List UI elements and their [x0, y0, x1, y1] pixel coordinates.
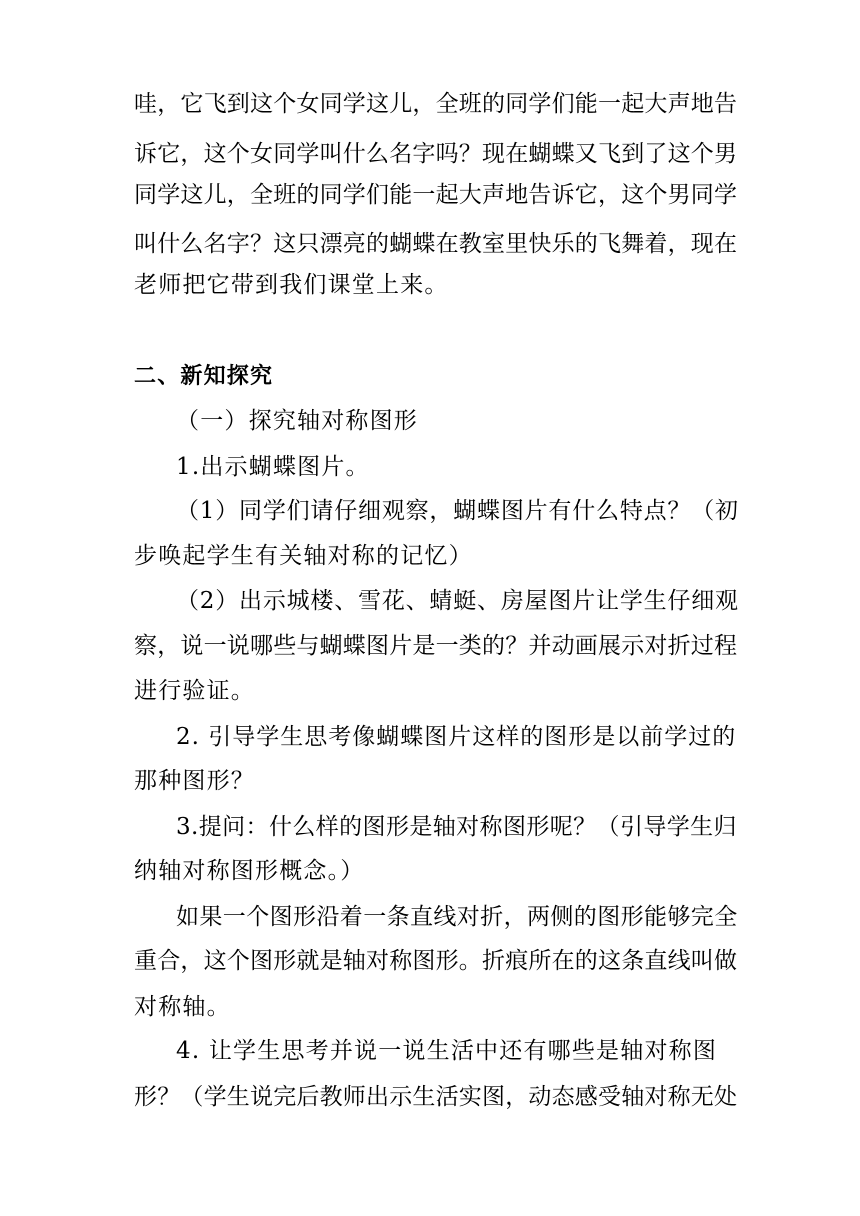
item-1-sub-2-line-2: 察，说一说哪些与蝴蝶图片是一类的？并动画展示对折过程: [134, 633, 738, 659]
item-1-sub-2-line-1: （2）出示城楼、雪花、蜻蜓、房屋图片让学生仔细观: [176, 588, 739, 614]
definition-line-3: 对称轴。: [134, 994, 231, 1020]
item-2-line-2: 那种图形？: [134, 768, 255, 794]
item-3-line-2: 纳轴对称图形概念。）: [134, 858, 365, 884]
intro-line-2: 诉它，这个女同学叫什么名字吗？现在蝴蝶又飞到了这个男: [134, 141, 738, 167]
intro-line-5: 老师把它带到我们课堂上来。: [134, 272, 449, 298]
item-1-sub-1-line-1: （1）同学们请仔细观察，蝴蝶图片有什么特点？（初: [176, 498, 739, 524]
subsection-heading: （一）探究轴对称图形: [176, 408, 418, 434]
definition-line-1: 如果一个图形沿着一条直线对折，两侧的图形能够完全: [176, 904, 738, 930]
item-3-line-1: 3.提问：什么样的图形是轴对称图形呢？（引导学生归: [176, 814, 737, 840]
section-heading: 二、新知探究: [134, 364, 274, 389]
intro-line-3: 同学这儿，全班的同学们能一起大声地告诉它，这个男同学: [134, 182, 738, 208]
definition-line-2: 重合，这个图形就是轴对称图形。折痕所在的这条直线叫做: [134, 948, 738, 974]
intro-line-4: 叫什么名字？这只漂亮的蝴蝶在教室里快乐的飞舞着，现在: [134, 231, 738, 257]
item-1-sub-2-line-3: 进行验证。: [134, 678, 255, 704]
item-1-sub-1-line-2: 步唤起学生有关轴对称的记忆）: [134, 543, 473, 569]
item-4-line-1: 4. 让学生思考并说一说生活中还有哪些是轴对称图: [176, 1038, 718, 1064]
item-2-line-1: 2. 引导学生思考像蝴蝶图片这样的图形是以前学过的: [176, 724, 737, 750]
item-4-line-2: 形？（学生说完后教师出示生活实图，动态感受轴对称无处: [134, 1084, 738, 1110]
item-1: 1.出示蝴蝶图片。: [176, 454, 370, 480]
intro-line-1: 哇，它飞到这个女同学这儿，全班的同学们能一起大声地告: [134, 91, 738, 117]
